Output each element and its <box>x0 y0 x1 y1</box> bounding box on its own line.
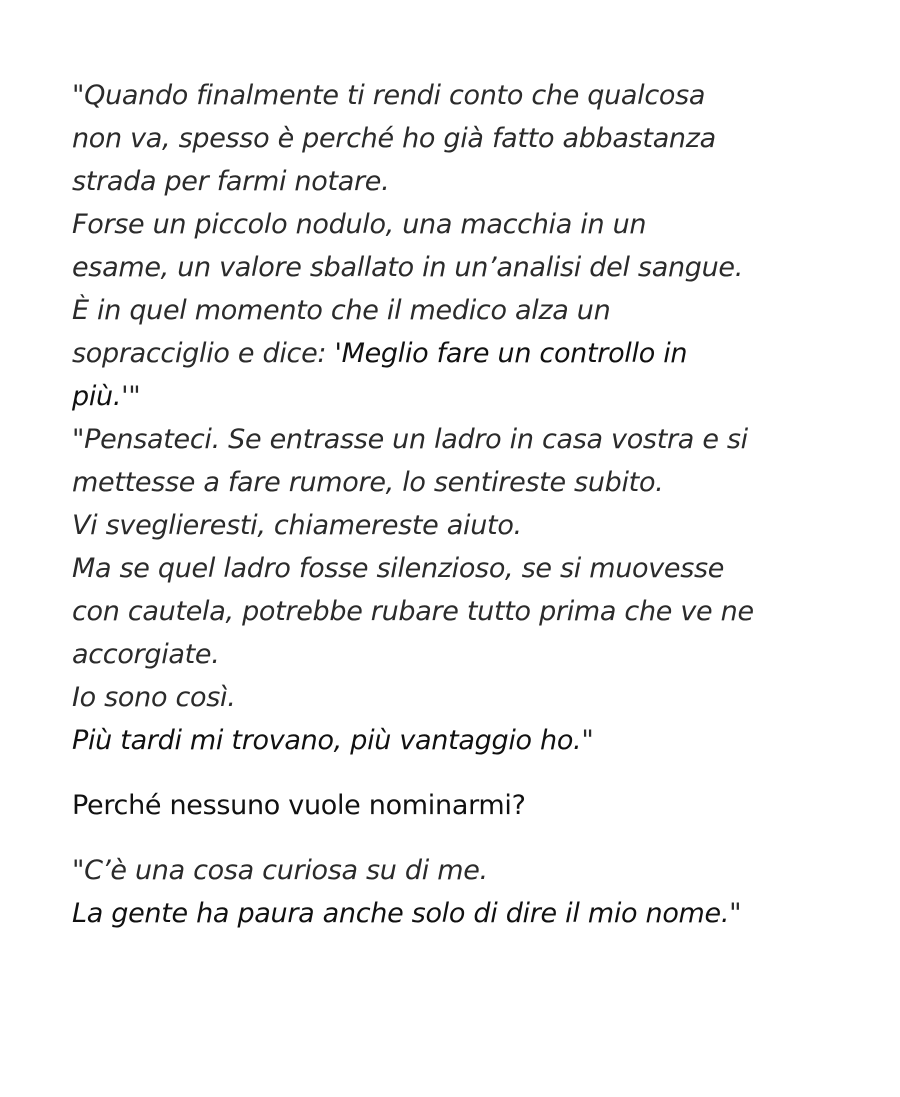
text-line: esame, un valore sballato in un’analisi del sangue. <box>72 252 743 283</box>
document-page <box>72 74 862 935</box>
text-line: Ma se quel ladro fosse silenzioso, se si muovesse <box>72 553 725 584</box>
emphasis-text: Più tardi mi trovano, più vantaggio ho. <box>72 725 582 756</box>
text-line: mettesse a fare rumore, lo sentireste subito. <box>72 467 664 498</box>
text-line: Forse un piccolo nodulo, una macchia in un <box>72 209 647 240</box>
emphasis-text: più. <box>72 381 122 412</box>
text-line: con cautela, potrebbe rubare tutto prima che ve ne <box>72 596 754 627</box>
text-line: Vi sveglieresti, chiamereste aiuto. <box>72 510 522 541</box>
quote-block-3 <box>72 849 862 935</box>
text-line: È in quel momento che il medico alza un <box>72 295 611 326</box>
text-line: "Quando finalmente ti rendi conto che qualcosa <box>72 80 706 111</box>
text-line: "Pensateci. Se entrasse un ladro in casa vostra e si <box>72 424 748 455</box>
emphasis-text: La gente ha paura anche solo di dire il mio nome. <box>72 898 730 929</box>
text-line: strada per farmi notare. <box>72 166 390 197</box>
text-segment: " <box>729 898 742 929</box>
text-segment: " <box>581 725 594 756</box>
text-line: non va, spesso è perché ho già fatto abbastanza <box>72 123 716 154</box>
text-line: "C’è una cosa curiosa su di me. <box>72 855 488 886</box>
text-segment: sopracciglio e dice: <box>72 338 335 369</box>
text-line <box>72 332 862 375</box>
section-heading-block <box>72 784 862 827</box>
emphasis-text: 'Meglio fare un controllo in <box>334 338 688 369</box>
text-line: accorgiate. <box>72 639 220 670</box>
text-line <box>72 375 862 418</box>
text-segment: '" <box>121 381 141 412</box>
text-line <box>72 719 862 762</box>
quote-block-2 <box>72 418 862 762</box>
section-heading: Perché nessuno vuole nominarmi? <box>72 790 526 821</box>
text-line: Io sono così. <box>72 682 236 713</box>
text-line <box>72 892 862 935</box>
quote-block-1 <box>72 74 862 418</box>
